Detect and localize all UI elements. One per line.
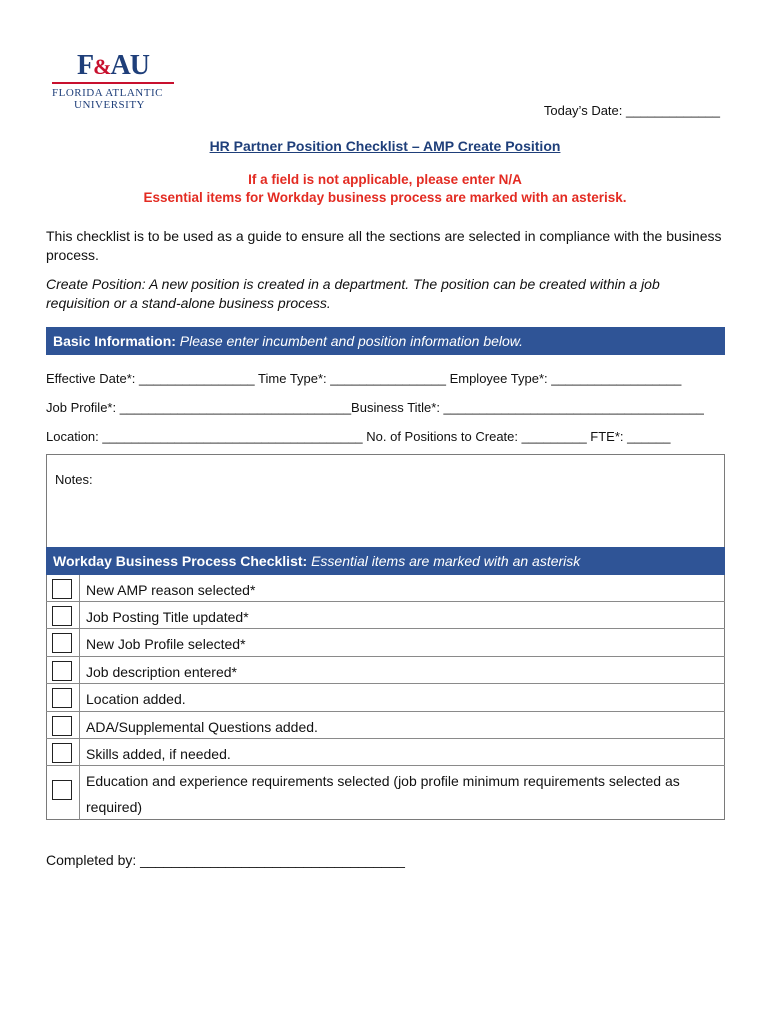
logo-mark: F&AU — [77, 50, 149, 81]
checklist-row — [46, 575, 725, 602]
fields-row-location[interactable]: Location: ____________________________________ No. of Positions to Create: _________ FTE*: ______ — [46, 429, 671, 444]
checklist-item-label: Job Posting Title updated* — [86, 609, 249, 625]
checkbox[interactable] — [52, 606, 72, 626]
todays-date-field[interactable]: Today’s Date: _____________ — [543, 103, 720, 118]
checklist-row — [46, 739, 725, 766]
na-instruction: If a field is not applicable, please enter N/A — [248, 172, 522, 187]
intro-paragraph: This checklist is to be used as a guide to ensure all the sections are selected in compliance with the business process. — [46, 228, 722, 263]
basic-information-heading: Basic Information: — [53, 333, 176, 349]
logo-line-2: UNIVERSITY — [74, 99, 145, 111]
checklist-item-label: Job description entered* — [86, 664, 237, 680]
asterisk-instruction: Essential items for Workday business process are marked with an asterisk. — [143, 190, 627, 205]
checkbox[interactable] — [52, 579, 72, 599]
checklist-row — [46, 684, 725, 712]
checkbox-cell — [46, 712, 80, 738]
fields-row-job-profile[interactable]: Job Profile*: ________________________________Business Title*: ____________________________________ — [46, 400, 704, 415]
fields-row-effective-date[interactable]: Effective Date*: ________________ Time Type*: ________________ Employee Type*: __________________ — [46, 371, 682, 386]
checklist-item-label: Location added. — [86, 691, 186, 707]
checklist-item-label: Education and experience requirements selected (job profile minimum requirements selected as required) — [86, 773, 680, 815]
checklist-item-label: ADA/Supplemental Questions added. — [86, 719, 318, 735]
checkbox[interactable] — [52, 780, 72, 800]
logo-rule — [52, 82, 174, 84]
checkbox-cell — [46, 602, 80, 628]
checkbox-cell — [46, 766, 80, 820]
fau-logo — [52, 52, 174, 111]
checkbox[interactable] — [52, 716, 72, 736]
checkbox-cell — [46, 657, 80, 683]
create-position-description: Create Position: A new position is created in a department. The position can be created within a job requisition or a stand-alone business process. — [46, 276, 660, 311]
checkbox-cell — [46, 739, 80, 765]
checklist-heading: Workday Business Process Checklist: — [53, 553, 308, 569]
basic-information-subheading: Please enter incumbent and position information below. — [179, 333, 524, 349]
checklist-subheading: Essential items are marked with an asterisk — [311, 553, 581, 569]
checkbox-cell — [46, 629, 80, 656]
completed-by-field[interactable]: Completed by: __________________________________ — [46, 852, 405, 868]
checkbox[interactable] — [52, 633, 72, 653]
checklist-row — [46, 712, 725, 739]
checklist-header — [46, 547, 725, 575]
document-title: HR Partner Position Checklist – AMP Create Position — [209, 138, 561, 154]
checkbox-cell — [46, 684, 80, 711]
checklist-row — [46, 657, 725, 684]
logo-line-1: FLORIDA ATLANTIC — [52, 87, 163, 99]
notes-label: Notes: — [55, 472, 93, 487]
checkbox[interactable] — [52, 743, 72, 763]
checkbox[interactable] — [52, 688, 72, 708]
basic-information-header — [46, 327, 725, 355]
checklist-row — [46, 602, 725, 629]
checklist-row — [46, 766, 725, 820]
checkbox-cell — [46, 575, 80, 601]
checklist-item-label: New AMP reason selected* — [86, 582, 256, 598]
checklist-row — [46, 629, 725, 657]
checklist-item-label: Skills added, if needed. — [86, 746, 231, 762]
checkbox[interactable] — [52, 661, 72, 681]
checklist-item-label: New Job Profile selected* — [86, 636, 246, 652]
